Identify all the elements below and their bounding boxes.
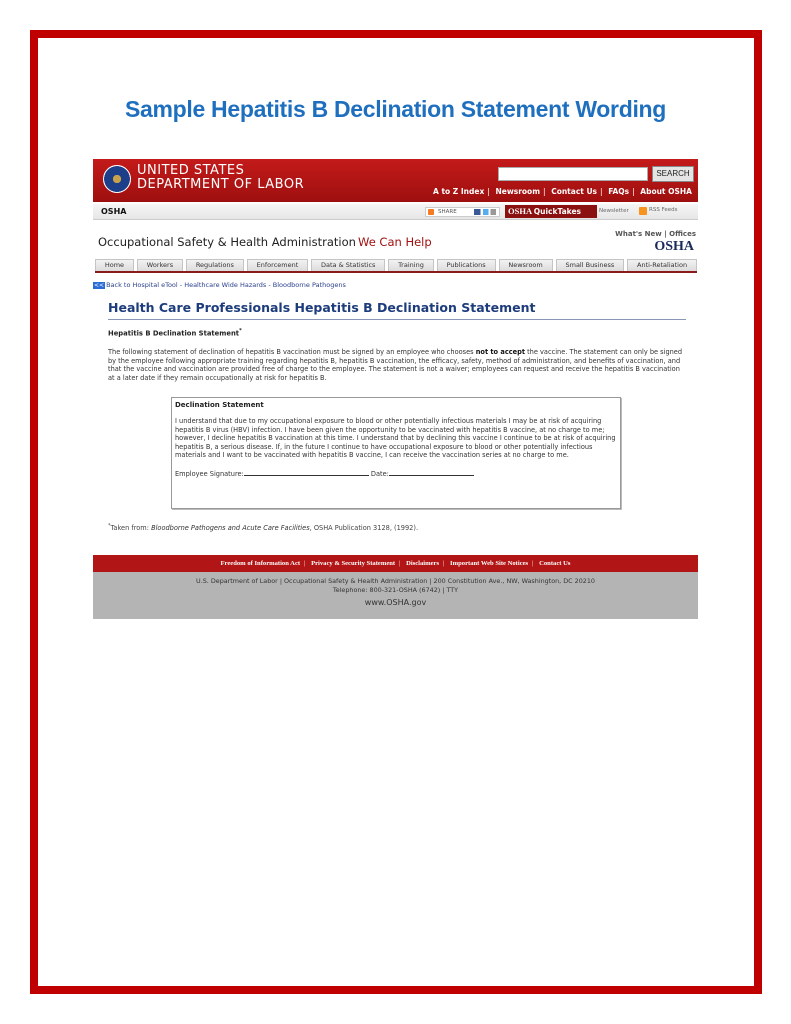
- search-button[interactable]: SEARCH: [652, 166, 694, 182]
- footnote-marker: *: [239, 328, 242, 334]
- share-button[interactable]: [425, 207, 500, 217]
- footer-info: [93, 572, 698, 619]
- declination-text: I understand that due to my occupational exposure to blood or other potentially infectious materials I may be at risk of acquiring hepatitis B virus (HBV) infection. I have been given the opportunity to be vaccinated with hepatitis B vaccine, at no charge to me; however, I decline hepatitis B vaccination at this time. I understand that by declining this vaccine I continue to be at risk of acquiring hepatitis B, a serious disease. If, in the future I continue to have occupational exposure to blood or other potentially infectious materials and I want to be vaccinated with hepatitis B vaccine, I can receive the vaccination series at no charge to me.: [175, 417, 616, 460]
- subheading-text: Hepatitis B Declination Statement: [108, 329, 240, 338]
- divider: |: [443, 560, 445, 567]
- link-newsroom[interactable]: Newsroom: [495, 187, 541, 196]
- divider: |: [304, 560, 306, 567]
- breadcrumb-link[interactable]: Back to Hospital eTool - Healthcare Wide Hazards - Bloodborne Pathogens: [106, 281, 346, 289]
- divider: |: [399, 560, 401, 567]
- date-label: Date:: [370, 469, 389, 478]
- intro-text-1: The following statement of declination of hepatitis B vaccination must be signed by an employee who chooses: [108, 348, 476, 356]
- quicktakes-logo: OSHA: [508, 206, 532, 216]
- tab-publications[interactable]: Publications: [437, 259, 496, 271]
- declination-title: Declination Statement: [175, 401, 264, 409]
- social-icons[interactable]: [474, 209, 496, 215]
- search-input[interactable]: [498, 167, 648, 181]
- link-faqs[interactable]: FAQs: [608, 187, 630, 196]
- tab-small-business[interactable]: Small Business: [556, 259, 625, 271]
- signature-row: [175, 469, 617, 478]
- rss-feeds-link[interactable]: [639, 207, 678, 213]
- osha-page-screenshot: [93, 159, 698, 619]
- breadcrumb: [93, 281, 346, 289]
- dol-name-line1: UNITED STATES: [137, 163, 245, 178]
- tab-training[interactable]: Training: [388, 259, 433, 271]
- tab-workers[interactable]: Workers: [137, 259, 183, 271]
- dol-seal-icon[interactable]: [103, 165, 131, 193]
- document-title: Sample Hepatitis B Declination Statement Wording: [124, 96, 667, 122]
- signature-label: Employee Signature:: [175, 469, 244, 478]
- footer-link-notices[interactable]: Important Web Site Notices: [450, 560, 529, 567]
- whats-new-links[interactable]: What's New | Offices: [615, 230, 696, 238]
- link-a-to-z[interactable]: A to Z Index: [433, 187, 485, 196]
- tab-enforcement[interactable]: Enforcement: [247, 259, 308, 271]
- page-heading: Health Care Professionals Hepatitis B Declination Statement: [108, 300, 536, 315]
- share-label: SHARE: [438, 209, 457, 215]
- section-subheading: [108, 328, 242, 337]
- agency-bar: [93, 204, 698, 220]
- quicktakes-label: QuickTakes: [533, 207, 582, 216]
- quicktakes-button[interactable]: [505, 205, 597, 218]
- tab-anti-retaliation[interactable]: Anti-Retaliation: [627, 259, 697, 271]
- agency-name: Occupational Safety & Health Administration: [98, 235, 356, 249]
- footer-link-contact[interactable]: Contact Us: [539, 560, 571, 567]
- link-about-osha[interactable]: About OSHA: [640, 187, 692, 196]
- newsletter-link[interactable]: Newsletter: [599, 208, 629, 214]
- agency-label: OSHA: [101, 207, 127, 216]
- divider: |: [487, 187, 490, 196]
- footer-links: [93, 555, 698, 572]
- intro-emphasis: not to accept: [475, 348, 525, 356]
- divider: |: [600, 187, 603, 196]
- footer-link-disclaimers[interactable]: Disclaimers: [406, 560, 440, 567]
- footnote-suffix: , OSHA Publication 3128, (1992).: [309, 524, 419, 533]
- divider: |: [632, 187, 635, 196]
- divider: |: [543, 187, 546, 196]
- footer-link-foia[interactable]: Freedom of Information Act: [220, 560, 301, 567]
- declination-statement-box: [171, 397, 621, 509]
- tab-data-statistics[interactable]: Data & Statistics: [311, 259, 385, 271]
- intro-paragraph: [108, 348, 688, 382]
- footer-url[interactable]: www.OSHA.gov: [364, 598, 427, 607]
- main-nav: [95, 259, 697, 273]
- signature-line: [244, 469, 369, 476]
- footnote-marker: *: [108, 523, 111, 529]
- top-links: [433, 187, 692, 196]
- tab-regulations[interactable]: Regulations: [186, 259, 244, 271]
- back-arrow-icon[interactable]: <<: [94, 282, 105, 289]
- heading-divider: [108, 319, 686, 320]
- footer-link-privacy[interactable]: Privacy & Security Statement: [311, 560, 396, 567]
- tagline: We Can Help: [358, 235, 432, 249]
- footnote-publication-title: Bloodborne Pathogens and Acute Care Facilities: [151, 524, 310, 533]
- dol-name-line2: DEPARTMENT OF LABOR: [137, 177, 305, 192]
- intro-text-2: the vaccine. The statement can only be signed by the employee following appropriate training regarding hepatitis B, hepatitis B vaccination, the efficacy, safety, method of administration, and benefits of vaccination, and that the vaccine and vaccination are provided free of charge to the employee. The statement is not a waiver; employees can request and receive the hepatitis B vaccination at a later date if they remain occupationally at risk for hepatitis B.: [108, 348, 683, 382]
- link-contact-us[interactable]: Contact Us: [551, 187, 598, 196]
- date-line: [389, 469, 474, 476]
- osha-logo[interactable]: OSHA: [654, 239, 694, 254]
- dol-name[interactable]: [137, 164, 304, 192]
- divider: |: [532, 560, 534, 567]
- rss-label: RSS Feeds: [649, 207, 678, 213]
- dol-header: [93, 159, 698, 202]
- footer-phone: Telephone: 800-321-OSHA (6742) | TTY: [332, 586, 459, 594]
- footnote: [108, 523, 418, 532]
- footer-address: U.S. Department of Labor | Occupational Safety & Health Administration | 200 Constitution Ave., NW, Washington, DC 20210: [196, 577, 595, 585]
- footnote-prefix: Taken from:: [110, 524, 152, 533]
- tab-home[interactable]: Home: [95, 259, 134, 271]
- tab-newsroom[interactable]: Newsroom: [499, 259, 553, 271]
